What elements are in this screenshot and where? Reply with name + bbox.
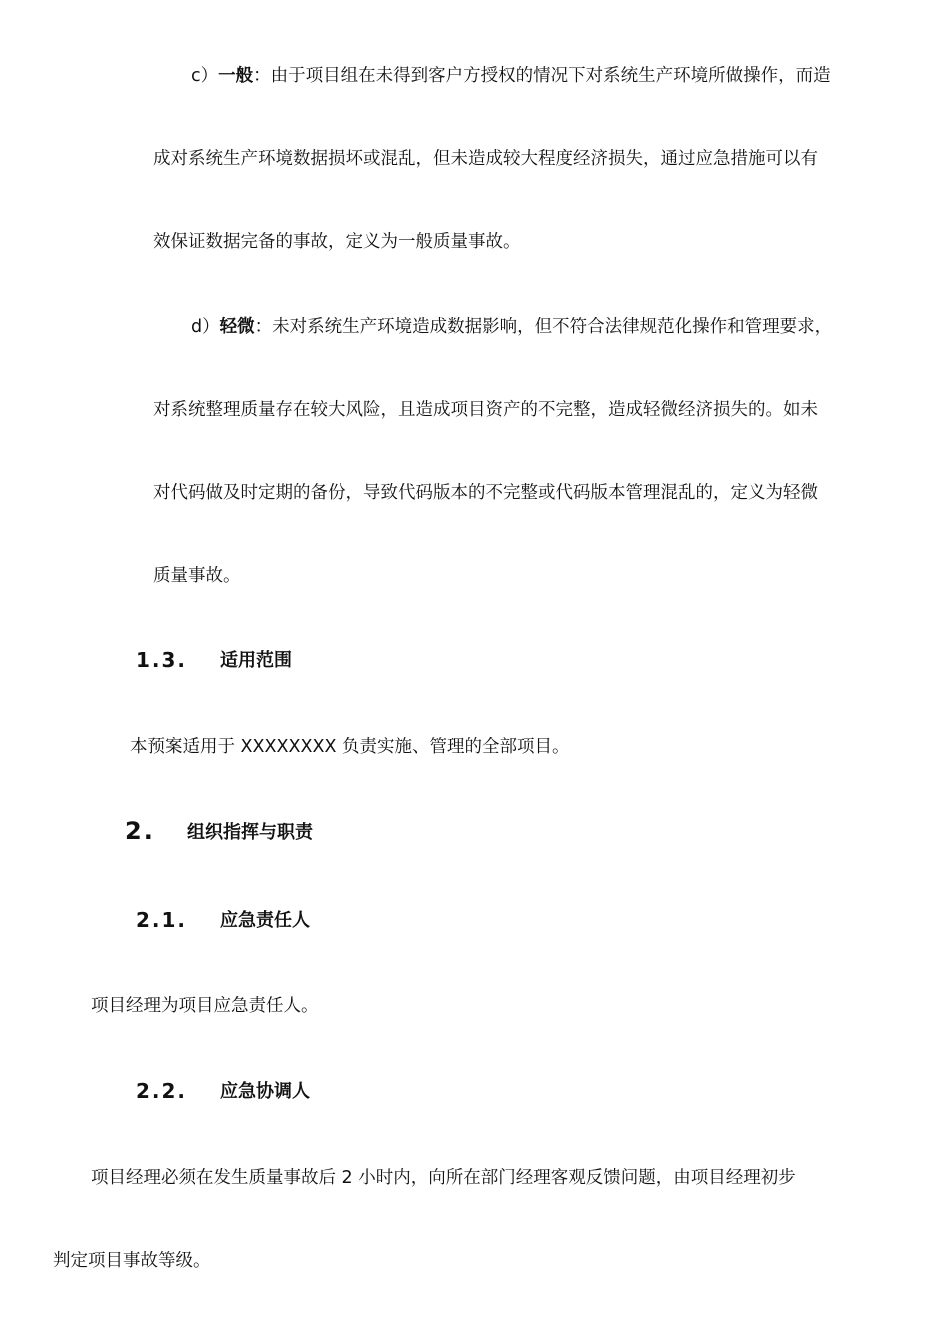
section-2-number: 2. [125,817,155,845]
item-c-prefix: c） [191,66,219,86]
section-2-2-number: 2.2. [136,1079,188,1103]
section-2-2-body-line-2: 判定项目事故等级。 [53,1251,211,1271]
item-c-line-3: 效保证数据完备的事故，定义为一般质量事故。 [153,232,521,252]
section-2-1-number: 2.1. [136,908,188,932]
section-2-1-body: 项目经理为项目应急责任人。 [91,996,319,1016]
item-d-line-4: 质量事故。 [153,566,241,586]
section-1-3-number: 1.3. [136,648,188,672]
section-2-2-body-line-1: 项目经理必须在发生质量事故后 2 小时内，向所在部门经理客观反馈问题，由项目经理初步 [91,1168,796,1188]
item-d-term: 轻微 [219,317,255,337]
item-c-text-1: ：由于项目组在未得到客户方授权的情况下对系统生产环境所做操作，而造 [253,66,831,86]
item-d-prefix: d） [191,317,220,337]
item-d-text-1: ：未对系统生产环境造成数据影响，但不符合法律规范化操作和管理要求， [254,317,833,337]
item-d-line-2: 对系统整理质量存在较大风险，且造成项目资产的不完整，造成轻微经济损失的。如未 [153,400,818,420]
item-c-line-1 [191,64,831,88]
item-c-line-2: 成对系统生产环境数据损坏或混乱，但未造成较大程度经济损失，通过应急措施可以有 [153,149,818,169]
section-1-3-body: 本预案适用于 XXXXXXXX 负责实施、管理的全部项目。 [130,737,570,757]
section-1-3-title: 适用范围 [220,650,292,671]
item-d-line-3: 对代码做及时定期的备份，导致代码版本的不完整或代码版本管理混乱的，定义为轻微 [153,483,818,503]
section-2-2-title: 应急协调人 [220,1081,310,1102]
item-c-term: 一般 [218,66,254,86]
section-2-title: 组织指挥与职责 [187,822,313,843]
section-2-1-title: 应急责任人 [220,910,310,931]
item-d-line-1 [191,315,832,339]
